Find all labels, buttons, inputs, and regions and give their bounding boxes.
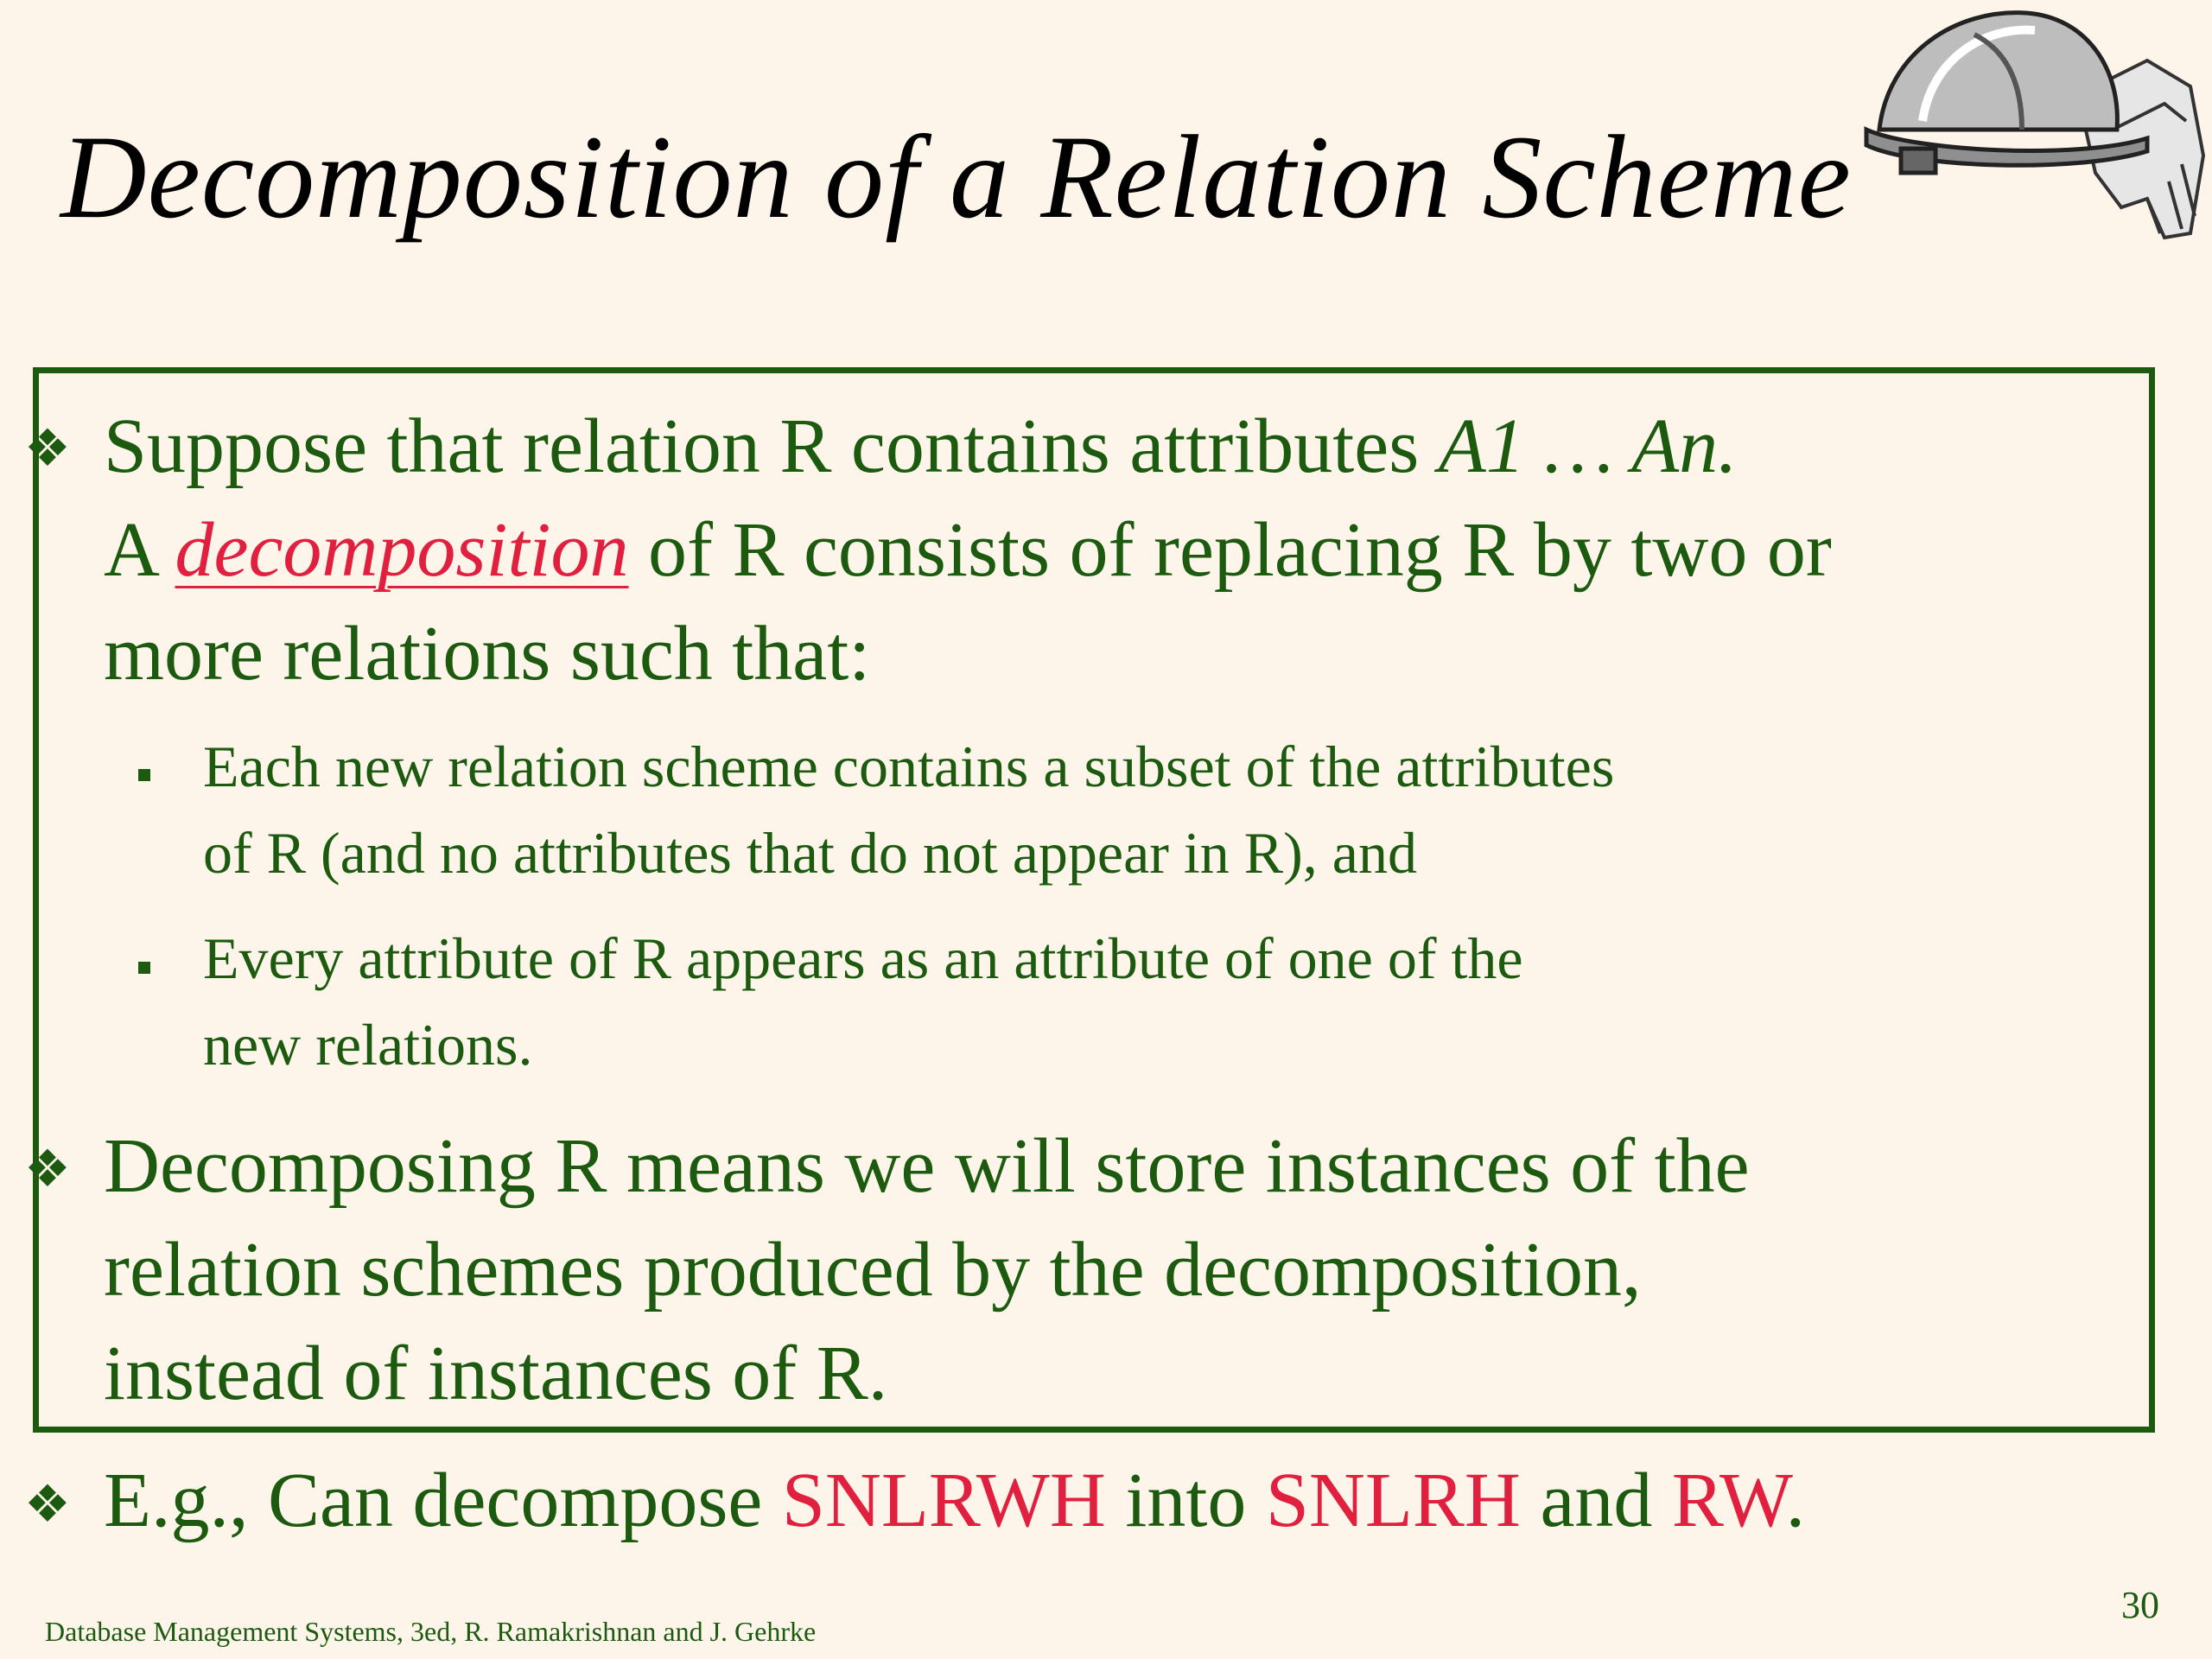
decomposition-term: decomposition	[175, 507, 629, 593]
example-text: .	[1785, 1458, 1806, 1543]
bullet2-line3: instead of instances of R.	[104, 1331, 888, 1416]
bullet1-text: Suppose that relation R contains attributes	[104, 404, 1439, 489]
bullet1-text: A	[104, 507, 175, 593]
diamond-bullet-icon: ❖	[24, 1476, 71, 1533]
relation-snlrh: SNLRH	[1265, 1458, 1521, 1543]
diamond-bullet-icon: ❖	[24, 420, 71, 477]
relation-rw: RW	[1671, 1458, 1786, 1543]
square-bullet-icon	[138, 769, 150, 781]
page-number: 30	[2121, 1584, 2159, 1626]
hard-hat-and-gloves-icon	[1862, 0, 2212, 246]
sub1-line2: of R (and no attributes that do not appear in R), and	[203, 820, 1417, 886]
bullet3-line	[104, 1456, 1805, 1545]
attribute-range: A1 … An.	[1438, 404, 1738, 489]
example-text: E.g., Can decompose	[104, 1458, 782, 1543]
example-text: and	[1520, 1458, 1672, 1543]
footer-citation: Database Management Systems, 3ed, R. Ramakrishnan and J. Gehrke	[45, 1616, 817, 1647]
sub2-line1: Every attribute of R appears as an attribute of one of the	[203, 925, 1523, 991]
bullet2-line2: relation schemes produced by the decomposition,	[104, 1227, 1642, 1313]
bullet2-line1: Decomposing R means we will store instances of the	[104, 1123, 1750, 1209]
sub2-line2: new relations.	[203, 1012, 533, 1077]
example-text: into	[1105, 1458, 1266, 1543]
relation-snlrwh: SNLRWH	[781, 1458, 1106, 1543]
bullet1-line1	[104, 402, 1738, 491]
bullet1-text: of R consists of replacing R by two or	[628, 507, 1832, 593]
square-bullet-icon	[138, 962, 150, 974]
diamond-bullet-icon: ❖	[24, 1141, 71, 1198]
bullet1-line2	[104, 505, 1832, 594]
bullet1-line3: more relations such that:	[104, 611, 871, 696]
slide-title: Decomposition of a Relation Scheme	[60, 111, 1852, 243]
sub1-line1: Each new relation scheme contains a subset of the attributes	[203, 734, 1615, 799]
